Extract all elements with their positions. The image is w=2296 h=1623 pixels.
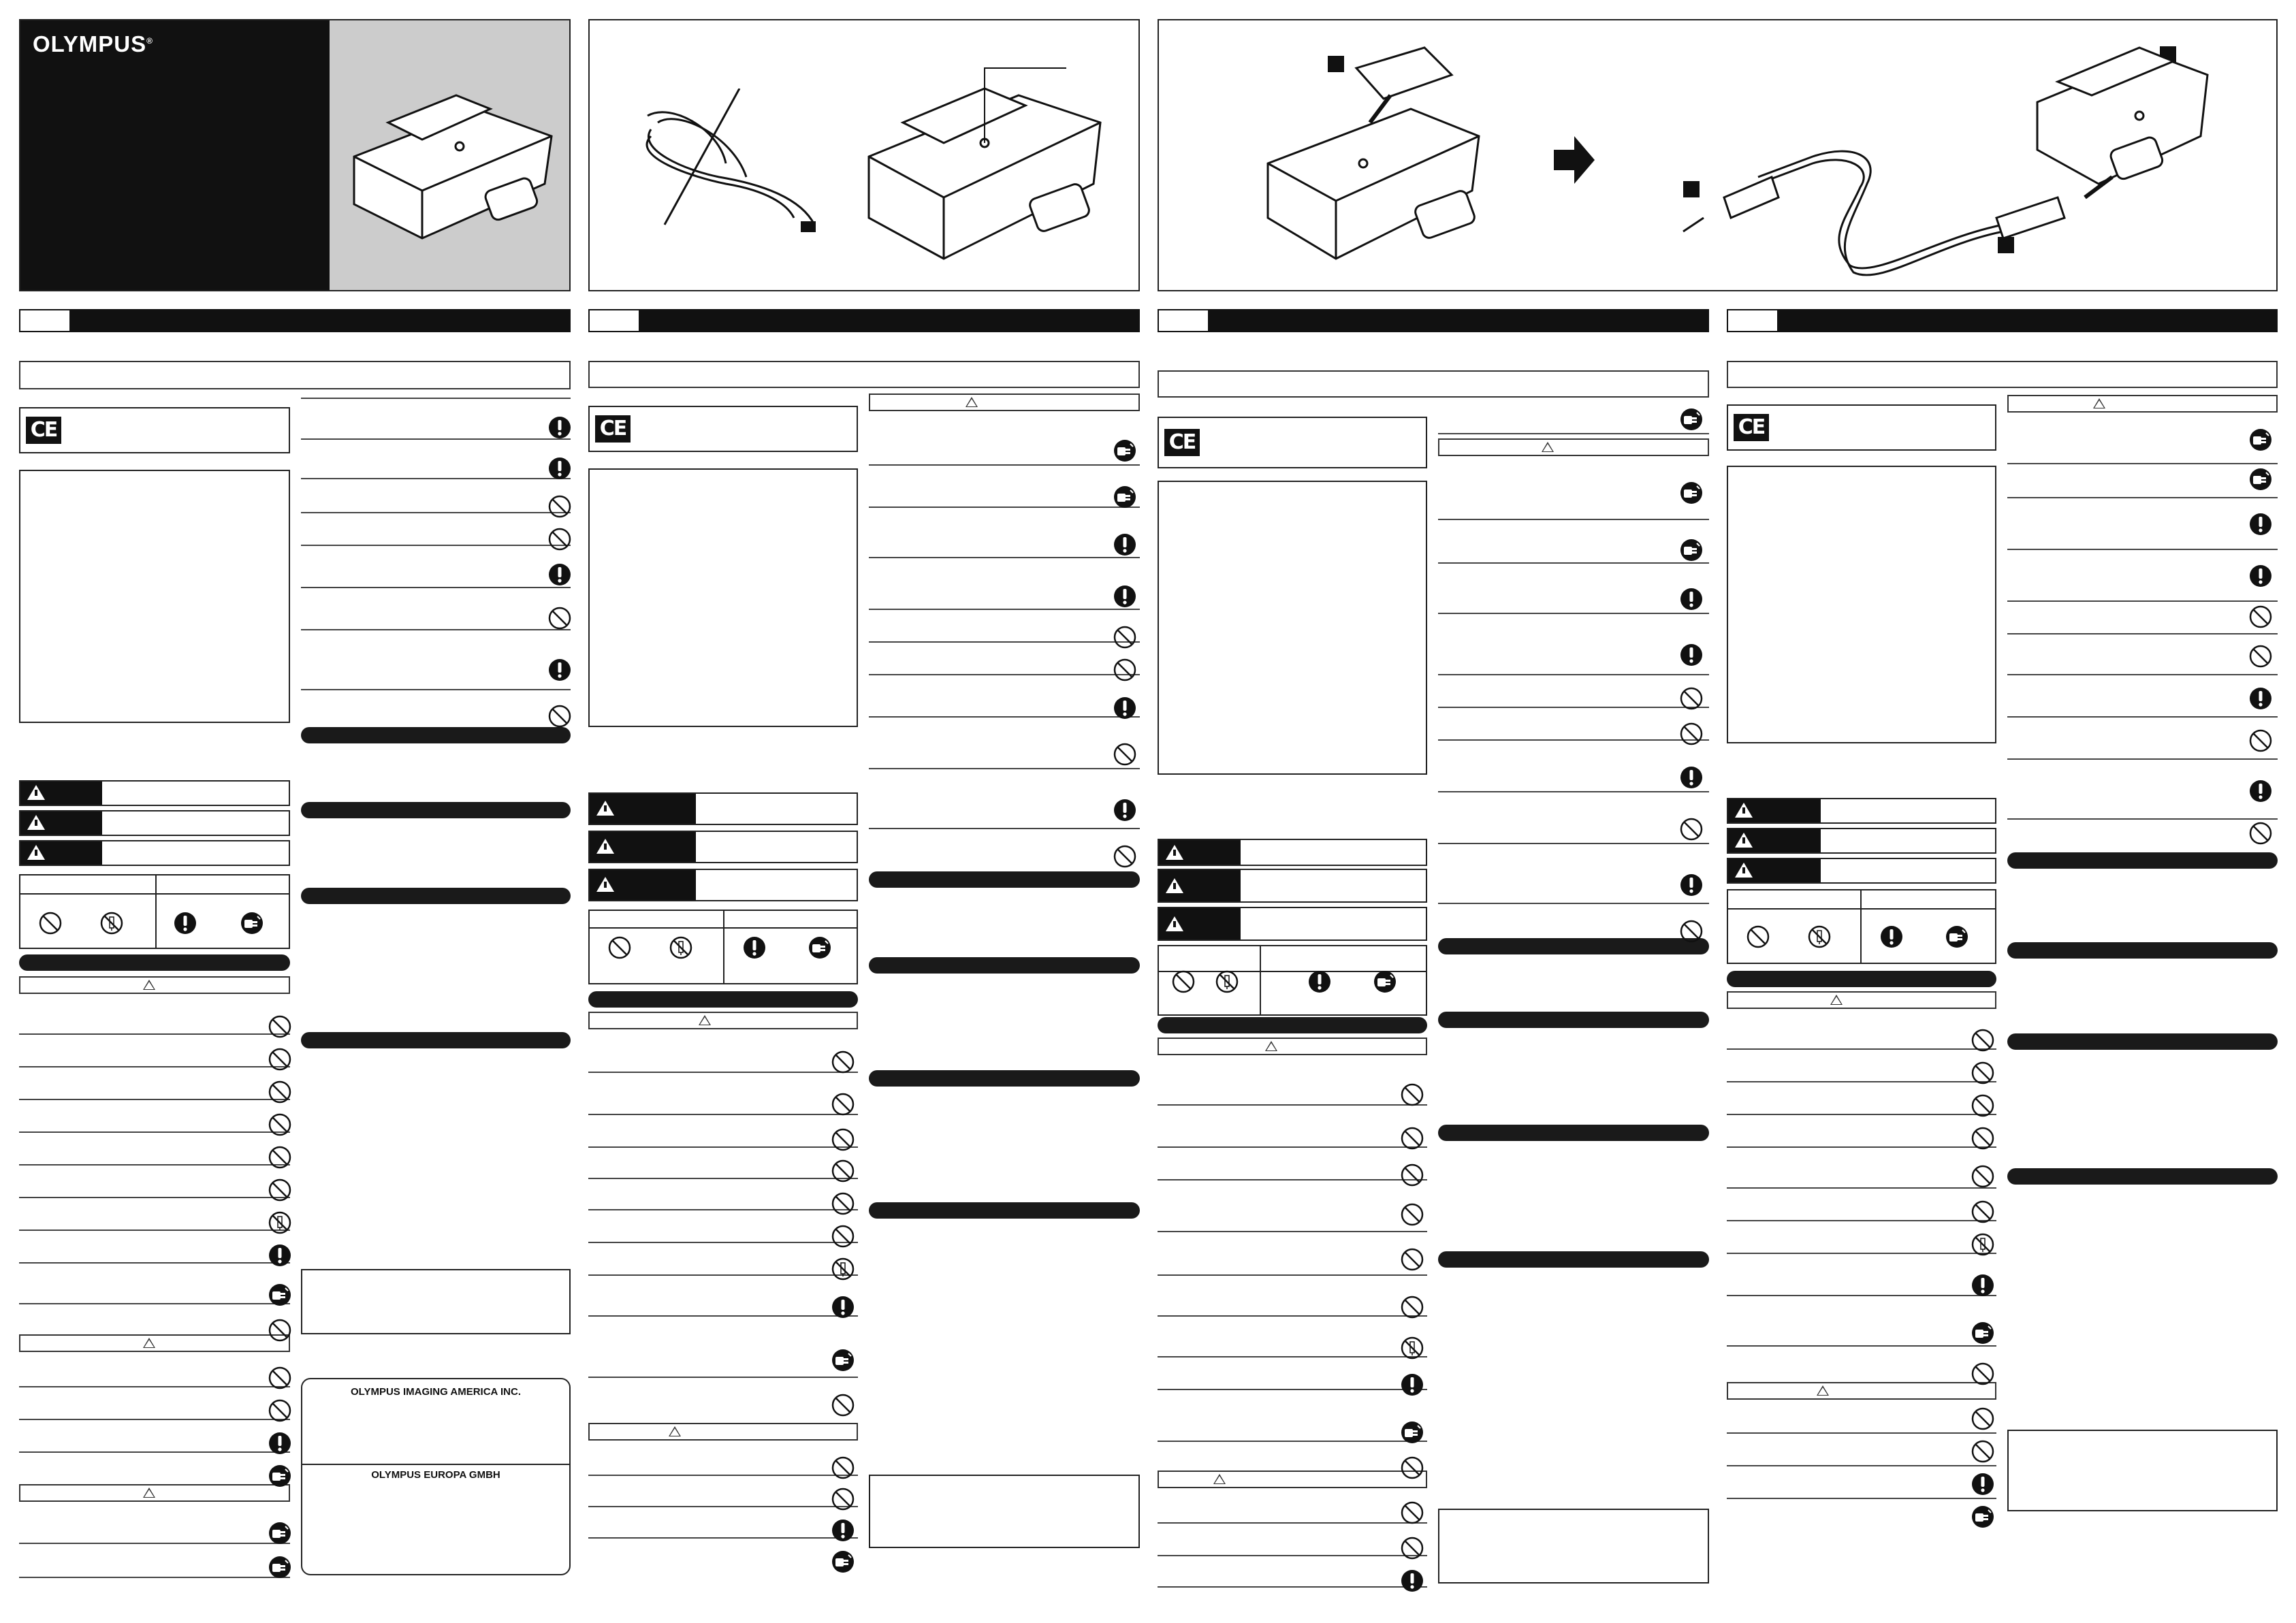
prohibited-icon (1400, 1126, 1424, 1151)
prohibited-icon (1171, 969, 1196, 994)
unplug-icon (1373, 969, 1397, 994)
section1-intro-box (19, 470, 290, 723)
prohibited-icon (831, 1224, 855, 1249)
section4-intro-box (1727, 466, 1996, 743)
prohibited-icon (607, 935, 632, 960)
section1-caution-heading (19, 1484, 290, 1502)
mandatory-exclamation-icon (1679, 643, 1704, 667)
prohibited-icon (1971, 1439, 1995, 1464)
section3-caution-heading (1438, 438, 1709, 456)
prohibited-icon (268, 1080, 292, 1104)
prohibited-icon (831, 1487, 855, 1511)
mandatory-exclamation-icon (2248, 779, 2273, 803)
prohibited-icon (2248, 728, 2273, 753)
section3-header-bar (1209, 309, 1709, 332)
unplug-icon (831, 1348, 855, 1372)
warning-triangle-icon (27, 815, 45, 830)
prohibited-icon (268, 1366, 292, 1390)
section4-bar-a (2007, 852, 2278, 869)
mandatory-exclamation-icon (1679, 587, 1704, 611)
section3-bar-c (1438, 1125, 1709, 1141)
section3-warning-heading (1158, 1471, 1427, 1488)
section3-intro-box (1158, 481, 1427, 775)
section1-bar-b (301, 802, 571, 818)
prohibited-icon (268, 1047, 292, 1072)
prohibited-icon (1679, 722, 1704, 746)
section2-warning-row (588, 831, 858, 863)
mandatory-exclamation-icon (1307, 969, 1332, 994)
prohibited-icon (1746, 925, 1770, 949)
unplug-icon (268, 1464, 292, 1488)
unplug-icon (831, 1549, 855, 1574)
no-disassembly-icon (1971, 1232, 1995, 1257)
unplug-icon (1679, 407, 1704, 432)
mandatory-exclamation-icon (1113, 696, 1137, 720)
warning-triangle-icon (1166, 916, 1183, 931)
prohibited-icon (1400, 1247, 1424, 1272)
prohibited-icon (268, 1398, 292, 1423)
section1-bar-a (301, 727, 571, 743)
section2-danger-row (588, 792, 858, 825)
company-europa-name: OLYMPUS EUROPA GMBH (371, 1469, 500, 1481)
mandatory-exclamation-icon (1971, 1273, 1995, 1298)
section2-caution-row (588, 869, 858, 901)
unplug-icon (1113, 485, 1137, 509)
section1-warning-heading (19, 1334, 290, 1352)
section4-safety-bar (1727, 971, 1996, 987)
section3-bar-b (1438, 1012, 1709, 1028)
section4-caution-row (1727, 858, 1996, 884)
no-disassembly-icon (99, 911, 124, 935)
section2-safety-bar (588, 991, 858, 1008)
prohibited-icon (1971, 1362, 1995, 1386)
mandatory-exclamation-icon (547, 456, 572, 481)
prohibited-icon (1400, 1295, 1424, 1319)
prohibited-icon (1400, 1500, 1424, 1525)
prohibited-icon (547, 527, 572, 551)
section4-bar-b (2007, 942, 2278, 959)
mandatory-exclamation-icon (831, 1518, 855, 1543)
section4-tab (1727, 309, 1779, 332)
section3-subtitle-box (1158, 370, 1709, 398)
prohibited-icon (831, 1050, 855, 1074)
section2-intro-box (588, 468, 858, 727)
prohibited-icon (831, 1393, 855, 1417)
prohibited-icon (1400, 1082, 1424, 1107)
section1-warning-row (19, 810, 290, 836)
section4-caution-heading (2007, 395, 2278, 413)
section2-danger-heading (588, 1012, 858, 1029)
warning-triangle-icon (1735, 803, 1753, 818)
unplug-icon (1679, 481, 1704, 505)
unplug-icon (2248, 467, 2273, 492)
prohibited-icon (1113, 844, 1137, 869)
prohibited-icon (2248, 605, 2273, 629)
cover-black-area (20, 20, 330, 290)
unplug-icon (1400, 1420, 1424, 1445)
section4-header-bar (1779, 309, 2278, 332)
prohibited-icon (831, 1456, 855, 1480)
mandatory-exclamation-icon (547, 658, 572, 682)
unplug-icon (240, 911, 264, 935)
unplug-icon (1113, 438, 1137, 463)
warning-triangle-icon (1166, 845, 1183, 860)
prohibited-icon (1679, 919, 1704, 944)
section1-bar-c (301, 888, 571, 904)
no-disassembly-icon (1807, 925, 1832, 949)
section3-danger-row (1158, 839, 1427, 866)
prohibited-icon (38, 911, 63, 935)
section3-ce-box (1158, 417, 1427, 468)
prohibited-icon (268, 1014, 292, 1039)
section2-subtitle-box (588, 361, 1140, 388)
ce-mark-icon: CE (595, 415, 631, 443)
section2-caution-heading (869, 393, 1140, 411)
charger-labeled-illustration (862, 41, 1134, 286)
section3-note-box (1438, 1509, 1709, 1584)
prohibited-icon (1113, 625, 1137, 649)
warning-triangle-icon (27, 785, 45, 800)
section4-subtitle-box (1727, 361, 2278, 388)
mandatory-exclamation-icon (268, 1243, 292, 1268)
section4-bar-d (2007, 1168, 2278, 1185)
section2-bar-d (869, 1202, 1140, 1219)
section1-ce-box (19, 407, 290, 453)
section1-bar-d (301, 1032, 571, 1048)
prohibited-icon (1679, 817, 1704, 841)
company-address-box (301, 1378, 571, 1575)
cover-panel (19, 19, 571, 291)
unplug-icon (268, 1521, 292, 1545)
charger-plugged-illustration (1676, 41, 2248, 286)
warning-triangle-icon (1735, 833, 1753, 848)
unplug-icon (1971, 1505, 1995, 1529)
unplug-icon (1679, 538, 1704, 562)
mandatory-exclamation-icon (1879, 925, 1904, 949)
ce-mark-icon: CE (1734, 414, 1769, 441)
prohibited-icon (831, 1127, 855, 1152)
prohibited-icon (2248, 821, 2273, 846)
prohibited-icon (1400, 1163, 1424, 1187)
section4-warning-row (1727, 828, 1996, 854)
prohibited-icon (1113, 658, 1137, 682)
prohibited-icon (547, 606, 572, 630)
section1-subtitle-box (19, 361, 571, 389)
prohibited-icon (1971, 1126, 1995, 1151)
section3-warning-row (1158, 869, 1427, 903)
ce-mark-icon: CE (26, 417, 61, 444)
unplug-icon (268, 1283, 292, 1307)
mandatory-exclamation-icon (268, 1431, 292, 1456)
power-cable-illustration (624, 89, 828, 259)
prohibited-icon (268, 1318, 292, 1343)
mandatory-exclamation-icon (547, 415, 572, 440)
section4-warning-heading (1727, 1382, 1996, 1400)
mandatory-exclamation-icon (1113, 584, 1137, 609)
section1-danger-row (19, 780, 290, 806)
section3-caution-row (1158, 907, 1427, 941)
mandatory-exclamation-icon (1113, 532, 1137, 557)
charging-steps-panel (1158, 19, 2278, 291)
mandatory-exclamation-icon (547, 562, 572, 587)
section4-danger-row (1727, 798, 1996, 824)
section1-tab (19, 309, 71, 332)
prohibited-icon (268, 1145, 292, 1170)
mandatory-exclamation-icon (2248, 686, 2273, 711)
prohibited-icon (2248, 644, 2273, 669)
section3-safety-bar (1158, 1017, 1427, 1033)
mandatory-exclamation-icon (1971, 1472, 1995, 1496)
section1-note-box (301, 1269, 571, 1334)
no-disassembly-icon (669, 935, 693, 960)
section4-danger-heading (1727, 991, 1996, 1009)
prohibited-icon (1971, 1061, 1995, 1085)
warning-triangle-icon (1735, 863, 1753, 878)
section1-danger-heading (19, 976, 290, 994)
prohibited-icon (831, 1092, 855, 1116)
components-panel (588, 19, 1140, 291)
section4-ce-box (1727, 404, 1996, 451)
prohibited-icon (1400, 1536, 1424, 1560)
prohibited-icon (1971, 1028, 1995, 1052)
prohibited-icon (1971, 1200, 1995, 1224)
ce-mark-icon: CE (1164, 429, 1200, 456)
warning-triangle-icon (596, 877, 614, 892)
prohibited-icon (1400, 1202, 1424, 1227)
section2-warning-heading (588, 1423, 858, 1441)
section2-tab (588, 309, 640, 332)
section1-caution-row (19, 840, 290, 866)
prohibited-icon (1971, 1407, 1995, 1431)
unplug-icon (1971, 1321, 1995, 1345)
prohibited-icon (1113, 742, 1137, 767)
no-disassembly-icon (1400, 1336, 1424, 1360)
mandatory-exclamation-icon (1400, 1372, 1424, 1397)
no-disassembly-icon (1215, 969, 1239, 994)
section2-bar-c (869, 1070, 1140, 1087)
section2-bar-b (869, 957, 1140, 974)
section2-note-box (869, 1475, 1140, 1548)
section2-ce-box (588, 406, 858, 452)
warning-triangle-icon (596, 801, 614, 816)
no-disassembly-icon (268, 1210, 292, 1235)
section3-bar-a (1438, 938, 1709, 954)
mandatory-exclamation-icon (1679, 873, 1704, 897)
unplug-icon (1945, 925, 1969, 949)
prohibited-icon (547, 494, 572, 519)
mandatory-exclamation-icon (2248, 512, 2273, 536)
mandatory-exclamation-icon (173, 911, 197, 935)
mandatory-exclamation-icon (1113, 798, 1137, 822)
mandatory-exclamation-icon (1400, 1569, 1424, 1593)
unplug-icon (2248, 428, 2273, 452)
section1-header-bar (71, 309, 571, 332)
section4-bar-c (2007, 1033, 2278, 1050)
section2-bar-a (869, 871, 1140, 888)
section1-safety-bar (19, 954, 290, 971)
unplug-icon (808, 935, 832, 960)
prohibited-icon (268, 1112, 292, 1137)
mandatory-exclamation-icon (2248, 564, 2273, 588)
brand-logo: OLYMPUS® (33, 31, 153, 57)
prohibited-icon (1971, 1093, 1995, 1118)
no-disassembly-icon (831, 1257, 855, 1281)
prohibited-icon (547, 704, 572, 728)
section2-header-bar (640, 309, 1140, 332)
warning-triangle-icon (1166, 878, 1183, 893)
prohibited-icon (1679, 686, 1704, 711)
mandatory-exclamation-icon (742, 935, 767, 960)
battery-insert-illustration (1254, 34, 1499, 279)
section3-danger-heading (1158, 1038, 1427, 1055)
warning-triangle-icon (27, 845, 45, 860)
section4-note-box (2007, 1430, 2278, 1511)
arrow-right-icon (1554, 136, 1595, 184)
mandatory-exclamation-icon (1679, 765, 1704, 790)
company-america-name: OLYMPUS IMAGING AMERICA INC. (350, 1386, 521, 1398)
prohibited-icon (1971, 1164, 1995, 1189)
prohibited-icon (831, 1191, 855, 1216)
warning-triangle-icon (596, 839, 614, 854)
prohibited-icon (831, 1159, 855, 1183)
unplug-icon (268, 1555, 292, 1579)
prohibited-icon (268, 1178, 292, 1202)
charger-illustration (340, 82, 565, 252)
section3-tab (1158, 309, 1209, 332)
prohibited-icon (1400, 1456, 1424, 1480)
section3-bar-d (1438, 1251, 1709, 1268)
mandatory-exclamation-icon (831, 1295, 855, 1319)
